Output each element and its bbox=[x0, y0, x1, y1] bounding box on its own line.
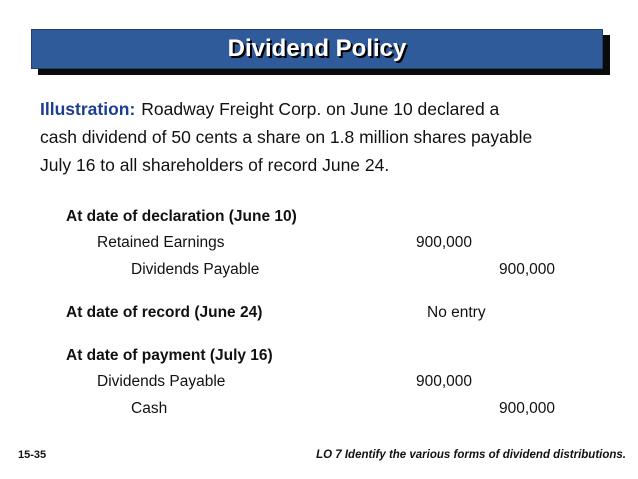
record-no-entry: No entry bbox=[427, 304, 486, 321]
declaration-credit-row bbox=[0, 258, 638, 282]
illustration-text-line1: Roadway Freight Corp. on June 10 declared a bbox=[141, 99, 500, 119]
payment-credit-amount: 900,000 bbox=[499, 400, 556, 417]
payment-debit-account: Dividends Payable bbox=[97, 373, 226, 390]
illustration-paragraph bbox=[40, 95, 610, 179]
declaration-debit-row bbox=[0, 231, 638, 255]
declaration-header: At date of declaration (June 10) bbox=[66, 208, 297, 225]
declaration-credit-account: Dividends Payable bbox=[131, 261, 260, 278]
declaration-debit-account: Retained Earnings bbox=[97, 234, 225, 251]
illustration-text-line2: cash dividend of 50 cents a share on 1.8 million shares payable bbox=[40, 127, 533, 147]
payment-debit-amount: 900,000 bbox=[416, 373, 473, 390]
declaration-debit-amount: 900,000 bbox=[416, 234, 473, 251]
payment-header: At date of payment (July 16) bbox=[66, 347, 273, 364]
title-bar bbox=[31, 29, 603, 69]
payment-header-row bbox=[0, 344, 638, 368]
slide-title: Dividend Policy bbox=[227, 35, 407, 62]
record-header: At date of record (June 24) bbox=[66, 304, 263, 321]
declaration-credit-amount: 900,000 bbox=[499, 261, 556, 278]
declaration-header-row bbox=[0, 205, 638, 229]
payment-credit-row bbox=[0, 397, 638, 421]
learning-objective: LO 7 Identify the various forms of dividend distributions. bbox=[316, 449, 626, 461]
illustration-text-line3: July 16 to all shareholders of record June 24. bbox=[40, 155, 390, 175]
slide-number: 15-35 bbox=[18, 449, 47, 461]
illustration-label: Illustration: bbox=[40, 99, 136, 119]
payment-credit-account: Cash bbox=[131, 400, 168, 417]
payment-debit-row bbox=[0, 370, 638, 394]
record-row bbox=[0, 301, 638, 325]
